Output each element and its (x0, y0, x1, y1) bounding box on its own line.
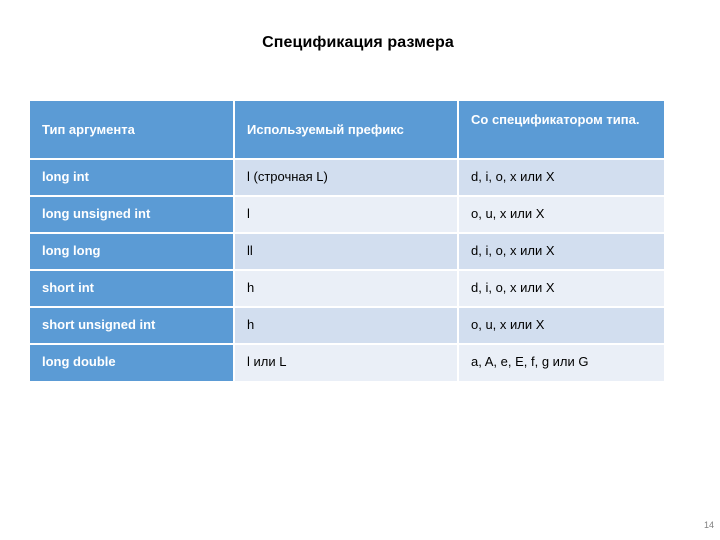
page-number: 14 (703, 520, 714, 530)
table-row (30, 307, 664, 344)
table-cell: d, i, o, x или X (458, 159, 664, 196)
table-cell: d, i, o, x или X (458, 233, 664, 270)
table-row (30, 270, 664, 307)
table-cell: l (234, 196, 458, 233)
slide-title: Спецификация размера (262, 34, 454, 51)
table-cell: a, A, e, E, f, g или G (458, 344, 664, 381)
table-cell: h (234, 307, 458, 344)
column-header: Со спецификатором типа. (458, 101, 664, 159)
table-cell: l или L (234, 344, 458, 381)
table-row (30, 344, 664, 381)
row-header-cell: short unsigned int (30, 307, 234, 344)
table-cell: o, u, x или X (458, 196, 664, 233)
table-row (30, 196, 664, 233)
table-cell: d, i, o, x или X (458, 270, 664, 307)
size-spec-table (30, 101, 664, 381)
table-cell: l (строчная L) (234, 159, 458, 196)
row-header-cell: short int (30, 270, 234, 307)
table-row (30, 159, 664, 196)
row-header-cell: long double (30, 344, 234, 381)
table-cell: h (234, 270, 458, 307)
row-header-cell: long int (30, 159, 234, 196)
table-cell: ll (234, 233, 458, 270)
table-cell: o, u, x или X (458, 307, 664, 344)
column-header: Тип аргумента (30, 101, 234, 159)
column-header: Используемый префикс (234, 101, 458, 159)
table-header-row (30, 101, 664, 159)
row-header-cell: long unsigned int (30, 196, 234, 233)
row-header-cell: long long (30, 233, 234, 270)
table-row (30, 233, 664, 270)
